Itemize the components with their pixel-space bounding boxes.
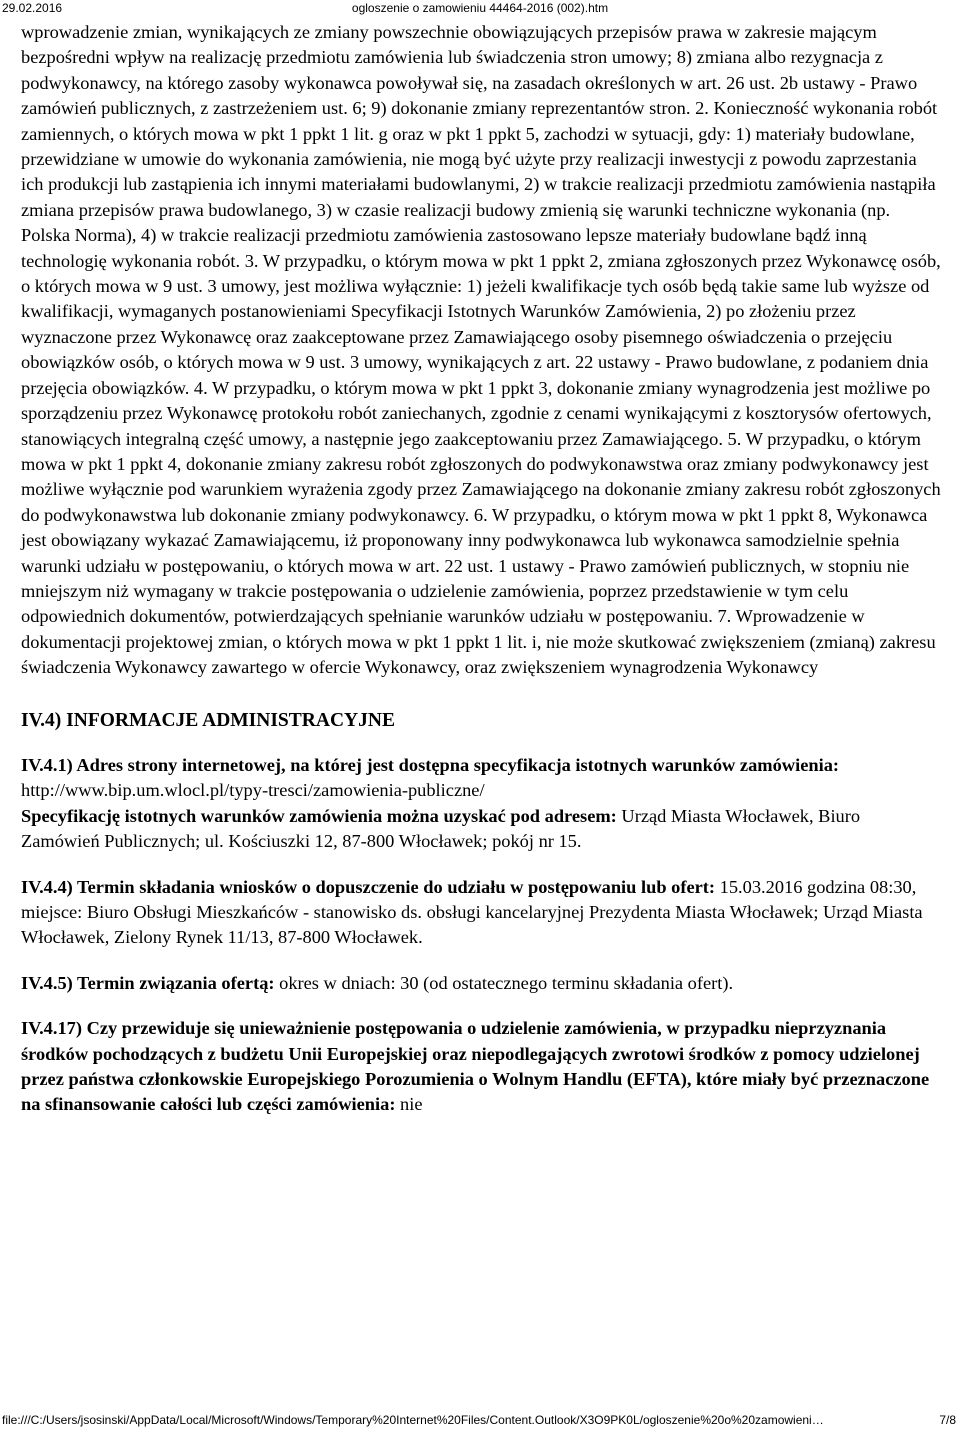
item-siwz-address [21,804,943,855]
item-iv-4-17-value: nie [395,1094,423,1115]
item-iv-4-5-value: okres w dniach: 30 (od ostatecznego terminu składania ofert). [274,972,734,993]
item-iv-4-17 [21,1016,943,1118]
item-iv-4-1 [21,753,943,804]
item-siwz-address-label: Specyfikację istotnych warunków zamówienia można uzyskać pod adresem: [21,805,617,826]
section-heading: IV.4) INFORMACJE ADMINISTRACYJNE [21,709,395,731]
print-footer [0,1412,960,1430]
print-date: 29.02.2016 [2,1,63,15]
body-paragraph: wprowadzenie zmian, wynikających ze zmiany powszechnie obowiązujących przepisów prawa w zakresie mającym bezpośredni wpływ na realizację przedmiotu zamówienia lub świadczenia stron umowy; 8) zmiana albo rezygnacja z podwykonawcy, na którego zasoby wykonawca powoływał się, na zasadach określonych w art. 26 ust. 2b ustawy - Prawo zamówień publicznych, z zastrzeżeniem ust. 6; 9) dokonanie zmiany reprezentantów stron. 2. Konieczność wykonania robót zamiennych, o których mowa w pkt 1 ppkt 1 lit. g oraz w pkt 1 ppkt 5, zachodzi w sytuacji, gdy: 1) materiały budowlane, przewidziane w umowie do wykonania zamówienia, nie mogą być użyte przy realizacji inwestycji z powodu zaprzestania ich produkcji lub zastąpienia ich innymi materiałami budowlanymi, 2) w trakcie realizacji przedmiotu zamówienia nastąpiła zmiana przepisów prawa budowlanego, 3) w czasie realizacji budowy zmienią się warunki techniczne wykonania (np. Polska Norma), 4) w trakcie realizacji przedmiotu zamówienia zastosowano lepsze materiały budowlane bądź inną technologię wykonania robót. 3. W przypadku, o którym mowa w pkt 1 ppkt 2, zmiana zgłoszonych przez Wykonawcę osób, o których mowa w 9 ust. 3 umowy, jest możliwa wyłącznie: 1) jeżeli kwalifikacje tych osób będą takie same lub wyższe od kwalifikacji, wymaganych postanowieniami Specyfikacji Istotnych Warunków Zamówienia, 2) po złożeniu przez wyznaczone przez Wykonawcę oraz zaakceptowane przez Zamawiającego osoby pisemnego oświadczenia o przejęciu obowiązków osób, o których mowa w 9 ust. 3 umowy, wynikających z art. 22 ustawy - Prawo budowlane, z podaniem dnia przejęcia obowiązków. 4. W przypadku, o którym mowa w pkt 1 ppkt 3, dokonanie zmiany wynagrodzenia jest możliwe po sporządzeniu przez Wykonawcę protokołu robót zaniechanych, zgodnie z cenami wynikającymi z kosztorysów ofertowych, stanowiących integralną część umowy, a następnie jego zaakceptowaniu przez Zamawiającego. 5. W przypadku, o którym mowa w pkt 1 ppkt 4, dokonanie zmiany zakresu robót zgłoszonych do podwykonawstwa oraz zmiany podwykonawcy jest możliwe wyłącznie pod warunkiem wyrażenia zgody przez Zamawiającego na dokonanie zmiany zakresu robót zgłoszonych do podwykonawstwa lub dokonanie zmiany podwykonawcy. 6. W przypadku, o którym mowa w pkt 1 ppkt 8, Wykonawca jest obowiązany wykazać Zamawiającemu, iż proponowany inny podwykonawca lub wykonawca samodzielnie spełnia warunki udziału w postępowaniu, o których mowa w art. 22 ust. 1 ustawy - Prawo zamówień publicznych, w stopniu nie mniejszym niż wymagany w trakcie postępowania o udzielenie zamówienia, poprzez przedstawienie w tym celu odpowiednich dokumentów, potwierdzających spełnianie warunków udziału w postępowaniu. 7. Wprowadzenie w dokumentacji projektowej zmian, o których mowa w pkt 1 ppkt 1 lit. i, nie może skutkować zwiększeniem (zmianą) zakresu świadczenia Wykonawcy zawartego w ofercie Wykonawcy, oraz zwiększeniem wynagrodzenia Wykonawcy [21,22,941,678]
print-header [0,0,960,18]
item-iv-4-1-value: http://www.bip.um.wlocl.pl/typy-tresci/zamowienia-publiczne/ [21,780,485,801]
file-path: file:///C:/Users/jsosinski/AppData/Local/Microsoft/Windows/Temporary%20Internet%20Files/Content.Outlook/X3O9PK0L/ogloszenie%20o%20zamowieni… [2,1413,824,1427]
document-body [21,20,943,1118]
document-title: ogloszenie o zamowieniu 44464-2016 (002).htm [351,1,609,15]
item-iv-4-5 [21,971,943,996]
item-siwz-address-value: Urząd Miasta Włocławek, Biuro Zamówień Publicznych; ul. Kościuszki 12, 87-800 Włocławek; pokój nr 15. [21,805,861,852]
item-iv-4-4-value: 15.03.2016 godzina 08:30, miejsce: Biuro Obsługi Mieszkańców - stanowisko ds. obsługi kancelaryjnej Prezydenta Miasta Włocławek; Urząd Miasta Włocławek, Zielony Rynek 11/13, 87-800 Włocławek. [21,876,923,948]
item-iv-4-1-label: IV.4.1) Adres strony internetowej, na której jest dostępna specyfikacja istotnych warunków zamówienia: [21,754,840,775]
item-iv-4-5-label: IV.4.5) Termin związania ofertą: [21,972,275,993]
page-number: 7/8 [939,1413,956,1427]
item-iv-4-4-label: IV.4.4) Termin składania wniosków o dopuszczenie do udziału w postępowaniu lub ofert: [21,876,716,897]
item-iv-4-17-label: IV.4.17) Czy przewiduje się unieważnienie postępowania o udzielenie zamówienia, w przypadku nieprzyznania środków pochodzących z budżetu Unii Europejskiej oraz niepodlegających zwrotowi środków z pomocy udzielonej przez państwa członkowskie Europejskiego Porozumienia o Wolnym Handlu (EFTA), które miały być przeznaczone na sfinansowanie całości lub części zamówienia: [21,1018,930,1115]
item-iv-4-4 [21,875,943,951]
